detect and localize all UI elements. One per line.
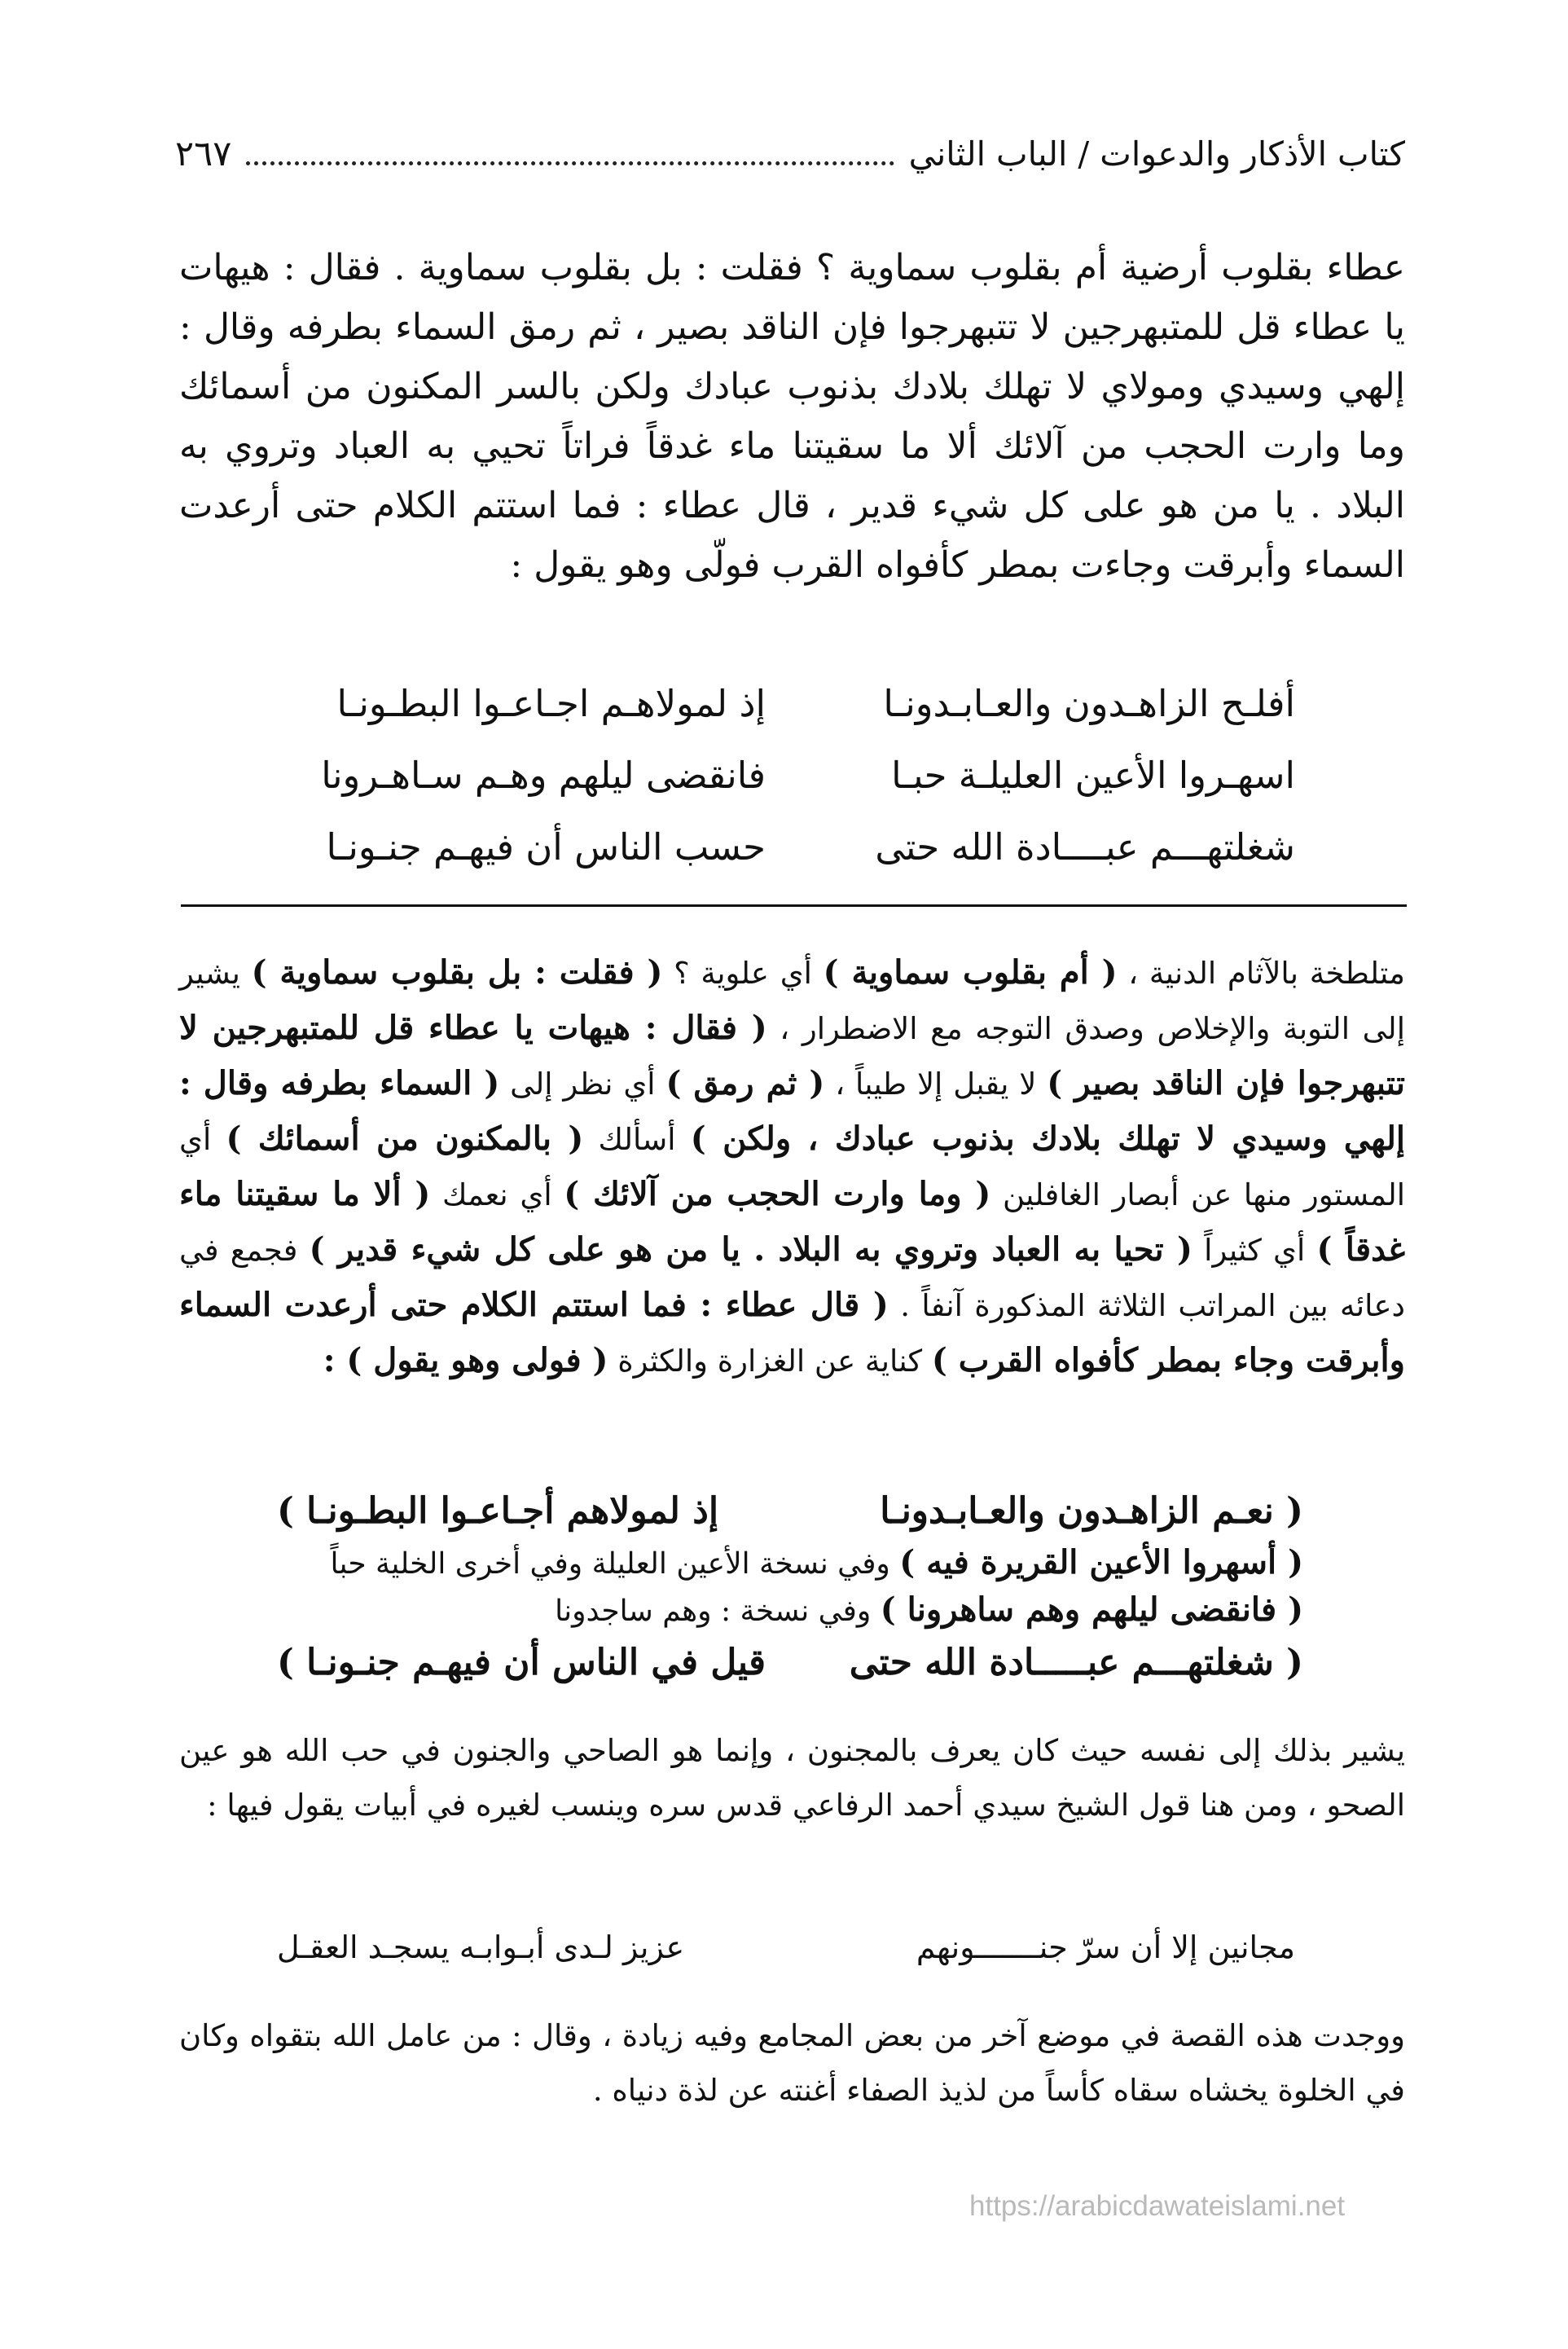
watermark-url: https://arabicdawateislami.net: [969, 2190, 1346, 2222]
variant-note: وفي نسخة : وهم ساجدونا: [555, 1595, 881, 1628]
verse-line: [277, 812, 1295, 883]
commentary-gloss-text: لا يقبل إلا طيباً ،: [824, 1067, 1048, 1102]
commentary-gloss-text: أي كثيراً: [1192, 1233, 1317, 1268]
verse-line: [277, 668, 1295, 740]
header-dot-leader: [246, 156, 894, 165]
commentary-quoted-text: ( ألا ما سقيتنا ماء غدقاً ): [179, 1175, 1406, 1269]
commentary-paragraph: [179, 945, 1405, 1388]
commentary-quoted-text: ( فقلت : بل بقلوب سماوية ): [251, 953, 663, 992]
commentary-gloss-text: أسألك: [583, 1122, 691, 1157]
commentary-quoted-text: ( وما وارت الحجب من آلائك ): [564, 1175, 991, 1213]
commentary-gloss-text: أي المستور منها عن أبصار الغافلين: [179, 1122, 1405, 1212]
commentary-divider: [181, 904, 1407, 907]
verse-second-hemistich: إذ لمولاهـم اجـاعـوا البطـونـا: [336, 682, 766, 725]
verse-second-hemistich: قيل في الناس أن فيهـم جنـونـا ): [277, 1642, 766, 1683]
tail-paragraph: يشير بذلك إلى نفسه حيث كان يعرف بالمجنون ، وإنما هو الصاحي والجنون في حب الله هو عين الصحو ، ومن هنا قول الشيخ سيدي أحمد الرفاعي قدس سره وينسب لغيره في أبيات يقول فيها :: [179, 1733, 1405, 1823]
commentary-quoted-text: ( قال عطاء : فما استتم الكلام حتى أرعدت السماء وأبرقت وجاء بمطر كأفواه القرب ): [179, 1286, 1405, 1379]
final-paragraph: ووجدت هذه القصة في موضع آخر من بعض المجامع وفيه زيادة ، وقال : من عامل الله بتقواه وكان في الخلوة يخشاه سقاه كأساً من لذيذ الصفاء أغنته عن لذة دنياه .: [179, 2018, 1405, 2108]
commentary-verses: [277, 1483, 1303, 1691]
commentary-verse-variant: [277, 1540, 1303, 1587]
verse-first-hemistich: شغلتهـــم عبــــادة الله حتى: [875, 825, 1295, 869]
commentary-gloss-text: أي نعمك: [430, 1177, 564, 1212]
verse-first-hemistich: ( شغلتهـــم عبـــــادة الله حتى: [849, 1642, 1303, 1683]
commentary-quoted-text: ( فولى وهو يقول ) :: [323, 1341, 608, 1379]
verse-first-hemistich: أفلـح الزاهـدون والعـابـدونـا: [883, 682, 1295, 725]
commentary-gloss-text: أي علوية ؟: [662, 956, 824, 991]
commentary-verse-line: [277, 1634, 1303, 1691]
header-title: كتاب الأذكار والدعوات / الباب الثاني: [908, 134, 1405, 174]
verse-first-hemistich: اسهـروا الأعين العليلـة حبـا: [891, 754, 1295, 797]
commentary: [179, 945, 1405, 1388]
verse-second-hemistich: حسب الناس أن فيهـم جنـونـا: [326, 825, 766, 869]
variant-hemistich: ( فانقضى ليلهم وهم ساهرونا ): [880, 1590, 1303, 1629]
commentary-gloss-text: يشير إلى التوبة والإخلاص وصدق التوجه مع الاضطرار ،: [179, 956, 1405, 1046]
running-header: [175, 134, 1405, 174]
commentary-gloss-text: كناية عن الغزارة والكثرة: [608, 1344, 932, 1379]
commentary-quoted-text: ( بالمكنون من أسمائك ): [226, 1120, 584, 1158]
verse-second-hemistich: إذ لمولاهم أجـاعـوا البطـونـا ): [277, 1490, 719, 1532]
variant-hemistich: ( أسهروا الأعين القريرة فيه ): [899, 1543, 1303, 1581]
commentary-continuation: [179, 1723, 1405, 1832]
quoted-poem-line: [277, 1919, 1295, 1976]
commentary-quoted-text: ( فقال : هيهات يا عطاء قل للمتبهرجين لا تتبهرجوا فإن الناقد بصير ): [179, 1009, 1405, 1102]
final-paragraph-block: [179, 2008, 1405, 2118]
commentary-verse-variant: [277, 1587, 1303, 1634]
commentary-quoted-text: ( السماء بطرفه وقال : إلهي وسيدي لا تهلك بلادك بذنوب عبادك ، ولكن ): [179, 1064, 1405, 1158]
verse-line: [277, 740, 1295, 812]
commentary-quoted-text: ( أم بقلوب سماوية ): [823, 953, 1118, 992]
commentary-gloss-text: أي نظر إلى: [499, 1067, 666, 1102]
poem-second-hemistich: عزيز لـدى أبـوابـه يسجـد العقـل: [277, 1929, 685, 1965]
verse-first-hemistich: ( نعـم الزاهـدون والعـابـدونـا: [880, 1490, 1303, 1532]
commentary-verse-line: [277, 1483, 1303, 1540]
main-text: [179, 238, 1405, 595]
commentary-quoted-text: ( ثم رمق ): [665, 1064, 825, 1102]
commentary-gloss-text: فجمع في دعائه بين المراتب الثلاثة المذكورة آنفاً .: [179, 1233, 1406, 1323]
variant-note: وفي نسخة الأعين العليلة وفي أخرى الخلية حباً: [330, 1547, 900, 1581]
verse-second-hemistich: فانقضى ليلهم وهـم سـاهـرونا: [321, 754, 766, 797]
page-number: ٢٦٧: [175, 134, 232, 174]
main-verses: [277, 668, 1295, 883]
poem-first-hemistich: مجانين إلا أن سرّ جنـــــــونهم: [916, 1929, 1295, 1965]
main-paragraph: عطاء بقلوب أرضية أم بقلوب سماوية ؟ فقلت : بل بقلوب سماوية . فقال : هيهات يا عطاء قل للمتبهرجين لا تتبهرجوا فإن الناقد بصير ، ثم رمق السماء بطرفه وقال : إلهي وسيدي ومولاي لا تهلك بلادك بذنوب عبادك ولكن بالسر المكنون من أسمائك وما وارت الحجب من آلائك ألا ما سقيتنا ماء غدقاً فراتاً تحيي به العباد وتروي به البلاد . يا من هو على كل شيء قدير ، قال عطاء : فما استتم الكلام حتى أرعدت السماء وأبرقت وجاءت بمطر كأفواه القرب فولّى وهو يقول :: [179, 247, 1405, 586]
commentary-quoted-text: ( تحيا به العباد وتروي به البلاد . يا من هو على كل شيء قدير ): [309, 1230, 1192, 1269]
commentary-gloss-text: متلطخة بالآثام الدنية ،: [1117, 956, 1406, 991]
